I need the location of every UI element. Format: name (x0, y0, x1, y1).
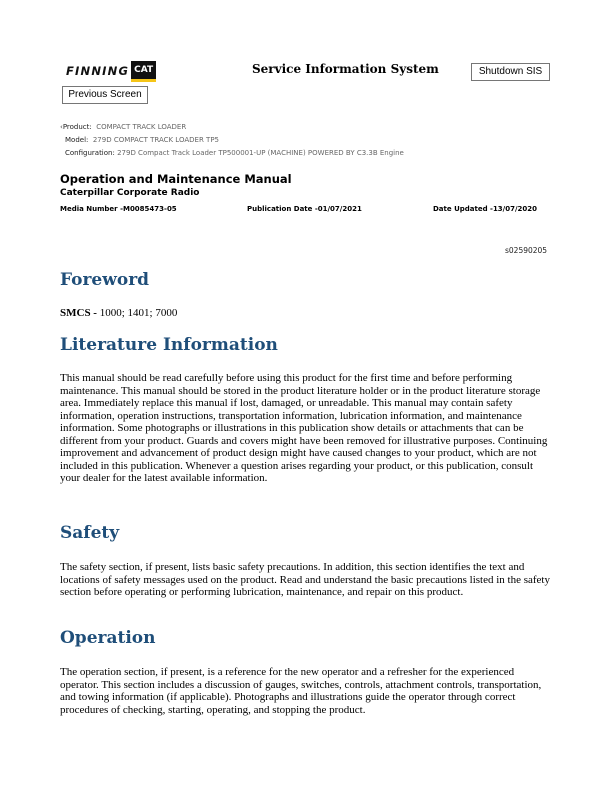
finning-cat-logo (66, 61, 156, 81)
shutdown-sis-button[interactable]: Shutdown SIS (471, 63, 550, 81)
cat-logo-badge: CAT (131, 61, 156, 82)
smcs-value: 1000; 1401; 7000 (99, 307, 178, 319)
system-title: Service Information System (252, 62, 439, 76)
foreword-heading: Foreword (60, 270, 150, 290)
safety-text: The safety section, if present, lists basic safety precautions. In addition, this section identifies the text and locations of safety messages used on the product. Read and understand the basic precautions listed in the safety section before operating or performing lubrication, maintenance, and repair on this product. (60, 561, 550, 598)
smcs-label: SMCS - (60, 307, 97, 319)
back-chevron-icon[interactable]: ‹ (60, 123, 63, 131)
finning-logo-text: FINNING (66, 64, 130, 78)
product-value[interactable]: COMPACT TRACK LOADER (96, 123, 187, 131)
model-value[interactable]: 279D COMPACT TRACK LOADER TP5 (92, 136, 219, 144)
product-label: Product: (62, 123, 92, 131)
date-updated: Date Updated -13/07/2020 (433, 205, 538, 213)
operation-heading: Operation (60, 628, 156, 648)
document-id: s02590205 (505, 246, 548, 255)
model-label: Model: (65, 136, 89, 144)
publication-date: Publication Date -01/07/2021 (247, 205, 362, 213)
breadcrumb-product (60, 121, 404, 134)
breadcrumb-model (60, 134, 404, 147)
safety-heading: Safety (60, 523, 120, 543)
configuration-value: 279D Compact Track Loader TP500001-UP (MACHINE) POWERED BY C3.3B Engine (117, 149, 404, 157)
literature-heading: Literature Information (60, 335, 278, 355)
previous-screen-button[interactable]: Previous Screen (62, 86, 148, 104)
manual-title: Operation and Maintenance Manual (60, 172, 292, 186)
configuration-label: Configuration: (65, 149, 115, 157)
manual-subtitle: Caterpillar Corporate Radio (60, 188, 200, 198)
breadcrumb (60, 121, 404, 160)
media-number: Media Number -M0085473-05 (60, 205, 177, 213)
operation-text: The operation section, if present, is a reference for the new operator and a refresher for the experienced operator. This section includes a discussion of gauges, switches, controls, attachment controls, transportation, and towing information (if applicable). Photographs and illustrations guide the operator through correct procedures of checking, starting, operating, and stopping the product. (60, 666, 542, 716)
literature-text: This manual should be read carefully before using this product for the first time and before performing maintenance. This manual should be stored in the product literature holder or in the product literature storage area. Immediately replace this manual if lost, damaged, or unreadable. This manual may contain safety information, operation instructions, transportation information, lubrication information, and maintenance information. Some photographs or illustrations in this publication show details or attachments that can be different from your product. Guards and covers might have been removed for illustrative purposes. Continuing improvement and advancement of product design might have caused changes to your product, which are not included in this publication. Whenever a question arises regarding your product, or this publication, consult your dealer for the latest available information. (60, 372, 548, 484)
breadcrumb-configuration (60, 147, 404, 160)
smcs-line (60, 307, 177, 319)
